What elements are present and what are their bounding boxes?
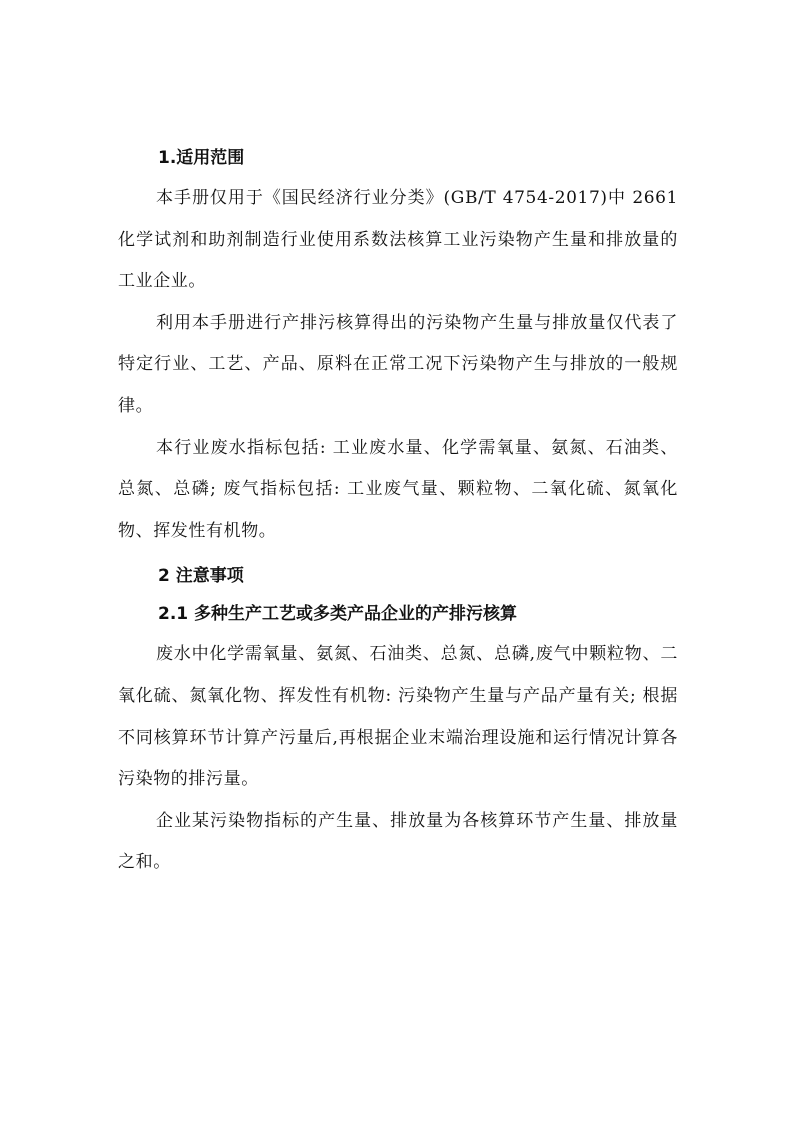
spacer <box>118 552 678 562</box>
spacer <box>118 590 678 600</box>
section-2-1-heading: 2.1 多种生产工艺或多类产品企业的产排污核算 <box>158 604 518 625</box>
section-1-paragraph-scope: 本手册仅用于《国民经济行业分类》(GB/T 4754-2017)中 2661 化学试剂和助剂制造行业使用系数法核算工业污染物产生量和排放量的工业企业。 <box>118 188 678 292</box>
section-2-1-paragraph-calculation: 废水中化学需氧量、氨氮、石油类、总氮、总磷,废气中颗粒物、二氧化硫、氮氧化物、挥发性有机物: 污染物产生量与产品产量有关; 根据不同核算环节计算产污量后,再根据企业末端治理设施和运行情况计算各污染物的排污量。 <box>118 644 678 790</box>
section-2-heading: 2 注意事项 <box>158 566 244 587</box>
section-1-paragraph-indicators: 本行业废水指标包括: 工业废水量、化学需氧量、氨氮、石油类、总氮、总磷; 废气指标包括: 工业废气量、颗粒物、二氧化硫、氮氧化物、挥发性有机物。 <box>118 437 678 541</box>
section-2-1-paragraph-summation: 企业某污染物指标的产生量、排放量为各核算环节产生量、排放量之和。 <box>118 810 678 873</box>
section-1-paragraph-limitations: 利用本手册进行产排污核算得出的污染物产生量与排放量仅代表了特定行业、工艺、产品、原料在正常工况下污染物产生与排放的一般规律。 <box>118 312 678 416</box>
document-body <box>118 144 678 884</box>
section-1-heading: 1.适用范围 <box>158 148 245 168</box>
